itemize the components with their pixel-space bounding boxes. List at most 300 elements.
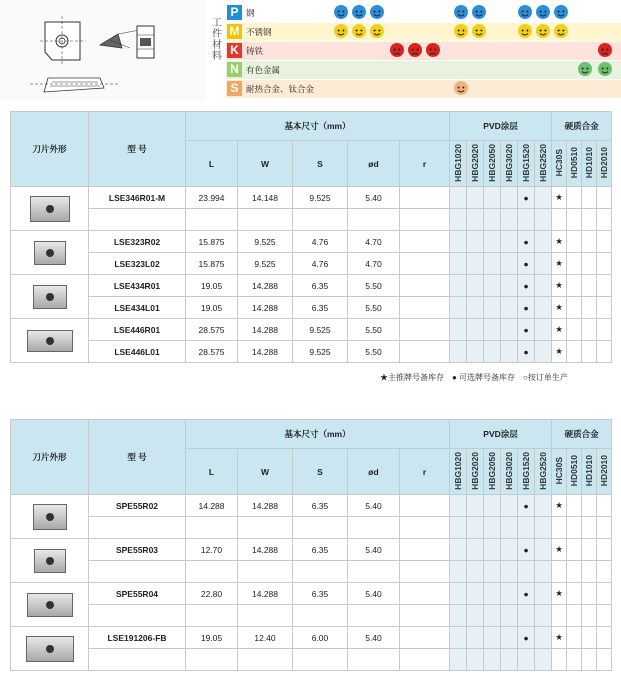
pvd-mark: ● <box>518 341 535 363</box>
material-row-p <box>226 4 621 22</box>
grade-label: HC30S <box>553 456 564 485</box>
cell-d: 5.40 <box>348 583 400 605</box>
cell-L: 28.575 <box>186 341 238 363</box>
grade-cell <box>567 275 582 297</box>
grade-cell <box>535 319 552 341</box>
rating-face-icon <box>454 24 468 38</box>
pvd-mark: ● <box>518 627 535 649</box>
cell-d: 5.50 <box>348 297 400 319</box>
grade-label: HBG2020 <box>469 143 480 182</box>
insert-hole-icon <box>46 645 54 653</box>
grade-cell <box>582 583 597 605</box>
grade-label: HD1010 <box>583 146 594 179</box>
rating-face-icon <box>472 24 486 38</box>
material-row-k <box>226 42 621 60</box>
rating-face-icon <box>390 43 404 57</box>
grade-cell <box>467 275 484 297</box>
grade-cell <box>597 341 612 363</box>
insert-table-2 <box>10 419 612 671</box>
cell-W: 14.288 <box>238 319 293 341</box>
grade-cell <box>597 495 612 517</box>
cell-r <box>400 627 450 649</box>
grade-label: HBG1020 <box>452 143 463 182</box>
header-basic-dims: 基本尺寸（mm） <box>186 420 450 449</box>
header-d: ød <box>348 449 400 495</box>
grade-label: HBG1520 <box>520 451 531 490</box>
grade-header <box>450 449 467 495</box>
header-model: 型 号 <box>89 420 186 495</box>
grade-cell <box>467 253 484 275</box>
cell-S: 4.76 <box>293 253 348 275</box>
grade-cell <box>450 187 467 209</box>
grade-cell <box>450 583 467 605</box>
header-L: L <box>186 449 238 495</box>
grade-header <box>582 449 597 495</box>
grade-cell <box>484 341 501 363</box>
cell-S: 6.35 <box>293 583 348 605</box>
header-S: S <box>293 141 348 187</box>
cell-model: LSE434L01 <box>89 297 186 319</box>
grade-cell <box>535 583 552 605</box>
grade-cell <box>597 319 612 341</box>
grade-cell <box>467 297 484 319</box>
cell-W: 14.288 <box>238 539 293 561</box>
cell-r <box>400 319 450 341</box>
grade-cell <box>484 297 501 319</box>
grade-cell <box>582 495 597 517</box>
cell-L: 14.288 <box>186 495 238 517</box>
pvd-mark: ● <box>518 539 535 561</box>
grade-cell <box>484 495 501 517</box>
grade-label: HBG2050 <box>486 143 497 182</box>
grade-cell <box>535 253 552 275</box>
rating-face-icon <box>518 24 532 38</box>
insert-image <box>33 504 67 530</box>
insert-hole-icon <box>46 205 54 213</box>
carbide-mark: ★ <box>552 297 567 319</box>
rating-face-icon <box>554 5 568 19</box>
grade-cell <box>535 539 552 561</box>
grade-cell <box>484 539 501 561</box>
grade-header <box>518 141 535 187</box>
cell-r <box>400 583 450 605</box>
carbide-mark: ★ <box>552 187 567 209</box>
grade-cell <box>501 495 518 517</box>
insert-hole-icon <box>46 557 54 565</box>
cell-r <box>400 297 450 319</box>
pvd-mark: ● <box>518 231 535 253</box>
grade-cell <box>484 231 501 253</box>
table-row <box>11 297 612 319</box>
grade-label: HD0510 <box>568 146 579 179</box>
grade-cell <box>467 319 484 341</box>
grade-cell <box>501 539 518 561</box>
material-row-s <box>226 80 621 98</box>
grade-cell <box>582 341 597 363</box>
cell-d: 4.70 <box>348 231 400 253</box>
shape-cell <box>11 187 89 231</box>
grade-cell <box>501 231 518 253</box>
cell-d: 5.50 <box>348 275 400 297</box>
material-code-badge: K <box>227 43 242 58</box>
cell-model: SPE55R02 <box>89 495 186 517</box>
grade-cell <box>567 495 582 517</box>
insert-hole-icon <box>46 249 54 257</box>
grade-cell <box>582 627 597 649</box>
material-label: 钢 <box>246 9 255 19</box>
rating-face-icon <box>536 5 550 19</box>
grade-label: HBG2020 <box>469 451 480 490</box>
grade-label: HD2010 <box>598 454 609 487</box>
grade-cell <box>535 297 552 319</box>
cell-model: LSE323L02 <box>89 253 186 275</box>
cell-L: 15.875 <box>186 231 238 253</box>
grade-cell <box>501 319 518 341</box>
grade-header <box>501 449 518 495</box>
material-label: 耐热合金、钛合金 <box>246 85 315 95</box>
grade-header <box>597 141 612 187</box>
header-L: L <box>186 141 238 187</box>
table-row <box>11 275 612 297</box>
cell-S: 9.525 <box>293 187 348 209</box>
pvd-mark: ● <box>518 187 535 209</box>
material-code-badge: M <box>227 24 242 39</box>
cell-W: 14.288 <box>238 275 293 297</box>
cell-L: 19.05 <box>186 627 238 649</box>
material-code-badge: P <box>227 5 242 20</box>
header-pvd: PVD涂层 <box>450 420 552 449</box>
cell-L: 23.994 <box>186 187 238 209</box>
header-r: r <box>400 141 450 187</box>
grade-cell <box>467 341 484 363</box>
insert-diagram <box>0 0 205 100</box>
grade-cell <box>567 583 582 605</box>
cell-W: 12.40 <box>238 627 293 649</box>
cell-L: 15.875 <box>186 253 238 275</box>
rating-face-icon <box>352 5 366 19</box>
table-row <box>11 539 612 561</box>
table-row <box>11 583 612 605</box>
material-label: 不锈钢 <box>246 28 272 38</box>
grade-cell <box>597 539 612 561</box>
cell-L: 22.80 <box>186 583 238 605</box>
material-code-badge: S <box>227 81 242 96</box>
grade-cell <box>467 539 484 561</box>
cell-W: 14.288 <box>238 341 293 363</box>
grade-cell <box>582 275 597 297</box>
grade-cell <box>567 319 582 341</box>
rating-face-icon <box>370 5 384 19</box>
grade-cell <box>484 275 501 297</box>
cell-W: 9.525 <box>238 231 293 253</box>
grade-cell <box>450 275 467 297</box>
cell-r <box>400 341 450 363</box>
grade-cell <box>450 253 467 275</box>
grade-cell <box>484 187 501 209</box>
grade-cell <box>535 627 552 649</box>
cell-d: 5.40 <box>348 495 400 517</box>
grade-cell <box>501 627 518 649</box>
material-label: 有色金属 <box>246 66 281 76</box>
header-W: W <box>238 449 293 495</box>
spacer-row <box>11 209 612 231</box>
carbide-mark: ★ <box>552 231 567 253</box>
grade-cell <box>597 583 612 605</box>
cell-W: 14.148 <box>238 187 293 209</box>
rating-face-icon <box>578 62 592 76</box>
pvd-mark: ● <box>518 297 535 319</box>
cell-W: 14.288 <box>238 583 293 605</box>
insert-hole-icon <box>46 293 54 301</box>
rating-face-icon <box>518 5 532 19</box>
material-code-badge: N <box>227 62 242 77</box>
rating-face-icon <box>554 24 568 38</box>
grade-header <box>552 141 567 187</box>
cell-r <box>400 187 450 209</box>
carbide-mark: ★ <box>552 275 567 297</box>
rating-face-icon <box>454 81 468 95</box>
grade-header <box>484 449 501 495</box>
insert-image <box>34 241 66 265</box>
grade-cell <box>597 187 612 209</box>
grade-cell <box>450 231 467 253</box>
shape-cell <box>11 495 89 539</box>
insert-hole-icon <box>46 601 54 609</box>
grade-cell <box>501 297 518 319</box>
cell-S: 6.00 <box>293 627 348 649</box>
grade-cell <box>567 341 582 363</box>
header-carbide: 硬质合金 <box>552 420 612 449</box>
grade-label: HBG2520 <box>537 143 548 182</box>
pvd-mark: ● <box>518 275 535 297</box>
insert-hole-icon <box>46 513 54 521</box>
grade-cell <box>501 583 518 605</box>
grade-header <box>501 141 518 187</box>
cell-S: 9.525 <box>293 341 348 363</box>
table-row <box>11 495 612 517</box>
cell-r <box>400 231 450 253</box>
rating-face-icon <box>426 43 440 57</box>
table-row <box>11 187 612 209</box>
cell-d: 5.40 <box>348 539 400 561</box>
cell-W: 14.288 <box>238 297 293 319</box>
grade-cell <box>597 297 612 319</box>
grade-header <box>450 141 467 187</box>
grade-header <box>484 141 501 187</box>
grade-cell <box>582 253 597 275</box>
grade-header <box>535 449 552 495</box>
cell-L: 28.575 <box>186 319 238 341</box>
cell-S: 6.35 <box>293 539 348 561</box>
cell-d: 4.70 <box>348 253 400 275</box>
grade-cell <box>567 539 582 561</box>
cell-d: 5.50 <box>348 341 400 363</box>
cell-model: LSE446L01 <box>89 341 186 363</box>
rating-face-icon <box>334 5 348 19</box>
grade-label: HD2010 <box>598 146 609 179</box>
insert-image <box>27 330 73 352</box>
grade-cell <box>567 627 582 649</box>
cell-S: 6.35 <box>293 495 348 517</box>
grade-label: HBG2050 <box>486 451 497 490</box>
header-r: r <box>400 449 450 495</box>
header-S: S <box>293 449 348 495</box>
grade-cell <box>467 495 484 517</box>
grade-cell <box>597 253 612 275</box>
grade-cell <box>582 539 597 561</box>
spacer-row <box>11 649 612 671</box>
cell-d: 5.40 <box>348 627 400 649</box>
grade-header <box>567 449 582 495</box>
carbide-mark: ★ <box>552 253 567 275</box>
table-row <box>11 319 612 341</box>
cell-L: 19.05 <box>186 275 238 297</box>
grade-cell <box>450 341 467 363</box>
carbide-mark: ★ <box>552 539 567 561</box>
grade-header <box>597 449 612 495</box>
insert-image <box>33 285 67 309</box>
grade-cell <box>467 187 484 209</box>
grade-cell <box>450 319 467 341</box>
cell-S: 6.35 <box>293 297 348 319</box>
grade-cell <box>597 275 612 297</box>
grade-cell <box>535 495 552 517</box>
cell-r <box>400 539 450 561</box>
grade-header <box>518 449 535 495</box>
carbide-mark: ★ <box>552 341 567 363</box>
shape-cell <box>11 231 89 275</box>
cell-L: 12.70 <box>186 539 238 561</box>
grade-cell <box>501 253 518 275</box>
grade-header <box>567 141 582 187</box>
grade-cell <box>535 187 552 209</box>
insert-table-1 <box>10 111 612 363</box>
cell-W: 14.288 <box>238 495 293 517</box>
rating-face-icon <box>370 24 384 38</box>
grade-header <box>467 141 484 187</box>
rating-face-icon <box>352 24 366 38</box>
carbide-mark: ★ <box>552 495 567 517</box>
grade-header <box>535 141 552 187</box>
header-d: ød <box>348 141 400 187</box>
pvd-mark: ● <box>518 319 535 341</box>
grade-label: HBG3020 <box>503 143 514 182</box>
rating-face-icon <box>598 43 612 57</box>
grade-cell <box>567 253 582 275</box>
insert-side-view <box>137 26 154 58</box>
insert-image <box>34 549 66 573</box>
grade-cell <box>484 319 501 341</box>
grade-cell <box>467 583 484 605</box>
grade-cell <box>582 187 597 209</box>
grade-label: HBG2520 <box>537 451 548 490</box>
insert-image <box>27 593 73 617</box>
grade-cell <box>535 341 552 363</box>
cell-model: LSE191206-FB <box>89 627 186 649</box>
insert-image <box>26 636 74 662</box>
header-shape: 刀片外形 <box>11 420 89 495</box>
grade-cell <box>597 627 612 649</box>
grade-cell <box>484 583 501 605</box>
grade-header <box>552 449 567 495</box>
grade-cell <box>567 187 582 209</box>
grade-cell <box>501 275 518 297</box>
spacer-row <box>11 605 612 627</box>
shape-cell <box>11 583 89 627</box>
insert-hole-icon <box>46 337 54 345</box>
material-side-label: 工件材料 <box>212 18 222 62</box>
grade-cell <box>450 539 467 561</box>
cell-model: LSE446R01 <box>89 319 186 341</box>
cell-r <box>400 275 450 297</box>
rating-face-icon <box>598 62 612 76</box>
rating-face-icon <box>334 24 348 38</box>
shape-cell <box>11 319 89 363</box>
carbide-mark: ★ <box>552 627 567 649</box>
shape-cell <box>11 275 89 319</box>
grade-cell <box>501 187 518 209</box>
table-row <box>11 341 612 363</box>
grade-label: HC30S <box>553 148 564 177</box>
shape-cell <box>11 627 89 671</box>
table-row <box>11 231 612 253</box>
cell-L: 19.05 <box>186 297 238 319</box>
grade-cell <box>450 627 467 649</box>
grade-cell <box>535 231 552 253</box>
cell-model: SPE55R03 <box>89 539 186 561</box>
pvd-mark: ● <box>518 495 535 517</box>
rating-face-icon <box>472 5 486 19</box>
grade-cell <box>582 319 597 341</box>
cell-r <box>400 495 450 517</box>
pvd-mark: ● <box>518 253 535 275</box>
header-shape: 刀片外形 <box>11 112 89 187</box>
cell-d: 5.50 <box>348 319 400 341</box>
cell-S: 6.35 <box>293 275 348 297</box>
material-row-n <box>226 61 621 79</box>
grade-cell <box>501 341 518 363</box>
table-row <box>11 253 612 275</box>
grade-label: HBG1020 <box>452 451 463 490</box>
grade-header <box>582 141 597 187</box>
pvd-mark: ● <box>518 583 535 605</box>
cell-model: LSE323R02 <box>89 231 186 253</box>
grade-cell <box>484 253 501 275</box>
carbide-mark: ★ <box>552 319 567 341</box>
spacer-row <box>11 561 612 583</box>
cell-d: 5.40 <box>348 187 400 209</box>
grade-cell <box>567 297 582 319</box>
material-label: 铸铁 <box>246 47 264 57</box>
grade-cell <box>467 231 484 253</box>
grade-cell <box>467 627 484 649</box>
cell-r <box>400 253 450 275</box>
cell-model: LSE434R01 <box>89 275 186 297</box>
header-W: W <box>238 141 293 187</box>
header-basic-dims: 基本尺寸（mm） <box>186 112 450 141</box>
stock-legend: ★主推牌号备库存 ● 可选牌号备库存 ○按订单生产 <box>380 373 568 382</box>
table-row <box>11 627 612 649</box>
grade-cell <box>484 627 501 649</box>
grade-cell <box>450 495 467 517</box>
grade-cell <box>567 231 582 253</box>
grade-header <box>467 449 484 495</box>
grade-cell <box>535 275 552 297</box>
material-row-m <box>226 23 621 41</box>
rating-face-icon <box>454 5 468 19</box>
cell-model: LSE346R01-M <box>89 187 186 209</box>
grade-cell <box>582 231 597 253</box>
